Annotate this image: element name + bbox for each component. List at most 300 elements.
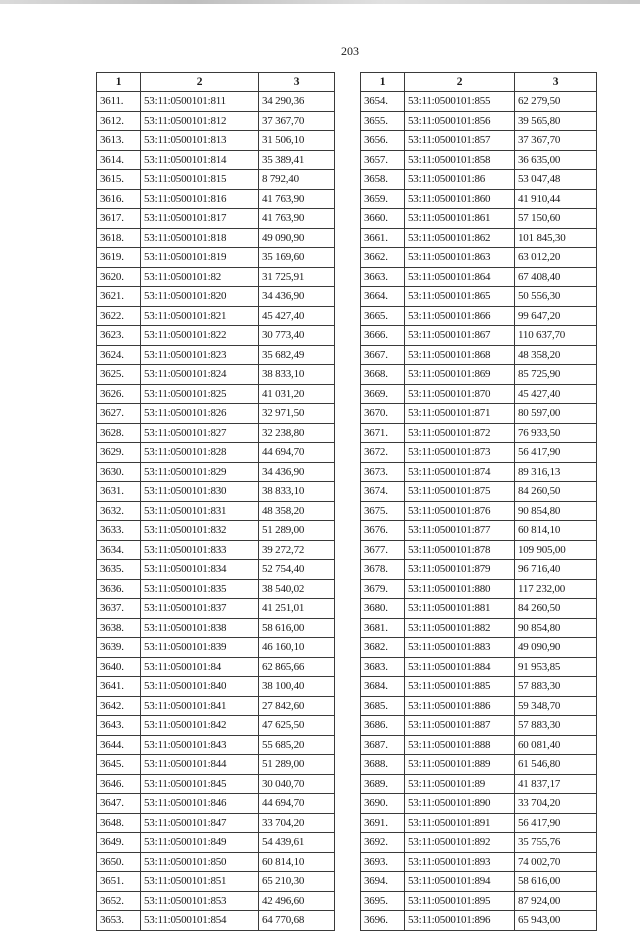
table-row <box>97 852 335 872</box>
value-amount: 33 704,20 <box>515 794 597 814</box>
row-number: 3627. <box>97 404 141 424</box>
row-number: 3693. <box>361 852 405 872</box>
row-number: 3666. <box>361 326 405 346</box>
table-row <box>361 482 597 502</box>
value-amount: 57 883,30 <box>515 677 597 697</box>
table-row <box>361 774 597 794</box>
row-number: 3657. <box>361 150 405 170</box>
table-row <box>97 560 335 580</box>
row-number: 3658. <box>361 170 405 190</box>
table-row <box>361 384 597 404</box>
table-row <box>97 716 335 736</box>
table-row <box>97 92 335 112</box>
row-number: 3678. <box>361 560 405 580</box>
cadastral-number: 53:11:0500101:812 <box>141 111 259 131</box>
row-number: 3646. <box>97 774 141 794</box>
row-number: 3622. <box>97 306 141 326</box>
cadastral-number: 53:11:0500101:828 <box>141 443 259 463</box>
value-amount: 45 427,40 <box>259 306 335 326</box>
table-row <box>97 248 335 268</box>
cadastral-number: 53:11:0500101:820 <box>141 287 259 307</box>
cadastral-number: 53:11:0500101:843 <box>141 735 259 755</box>
cadastral-number: 53:11:0500101:847 <box>141 813 259 833</box>
value-amount: 45 427,40 <box>515 384 597 404</box>
row-number: 3684. <box>361 677 405 697</box>
row-number: 3650. <box>97 852 141 872</box>
cadastral-number: 53:11:0500101:860 <box>405 189 515 209</box>
table-row <box>361 891 597 911</box>
value-amount: 27 842,60 <box>259 696 335 716</box>
value-amount: 74 002,70 <box>515 852 597 872</box>
row-number: 3671. <box>361 423 405 443</box>
row-number: 3691. <box>361 813 405 833</box>
row-number: 3637. <box>97 599 141 619</box>
cadastral-number: 53:11:0500101:891 <box>405 813 515 833</box>
row-number: 3679. <box>361 579 405 599</box>
value-amount: 51 289,00 <box>259 755 335 775</box>
row-number: 3696. <box>361 911 405 931</box>
value-amount: 35 389,41 <box>259 150 335 170</box>
cadastral-number: 53:11:0500101:823 <box>141 345 259 365</box>
value-amount: 35 169,60 <box>259 248 335 268</box>
value-amount: 90 854,80 <box>515 501 597 521</box>
value-amount: 30 773,40 <box>259 326 335 346</box>
row-number: 3634. <box>97 540 141 560</box>
table-row <box>361 443 597 463</box>
cadastral-number: 53:11:0500101:829 <box>141 462 259 482</box>
value-amount: 46 160,10 <box>259 638 335 658</box>
table-row <box>361 326 597 346</box>
value-amount: 56 417,90 <box>515 813 597 833</box>
row-number: 3618. <box>97 228 141 248</box>
table-row <box>97 228 335 248</box>
value-amount: 30 040,70 <box>259 774 335 794</box>
table-row <box>361 716 597 736</box>
cadastral-number: 53:11:0500101:892 <box>405 833 515 853</box>
table-row <box>97 287 335 307</box>
cadastral-number: 53:11:0500101:862 <box>405 228 515 248</box>
cadastral-number: 53:11:0500101:858 <box>405 150 515 170</box>
cadastral-number: 53:11:0500101:896 <box>405 911 515 931</box>
row-number: 3624. <box>97 345 141 365</box>
table-row <box>361 423 597 443</box>
row-number: 3632. <box>97 501 141 521</box>
table-row <box>361 92 597 112</box>
value-amount: 62 279,50 <box>515 92 597 112</box>
cadastral-number: 53:11:0500101:875 <box>405 482 515 502</box>
cadastral-number: 53:11:0500101:833 <box>141 540 259 560</box>
value-amount: 50 556,30 <box>515 287 597 307</box>
value-amount: 91 953,85 <box>515 657 597 677</box>
value-amount: 57 150,60 <box>515 209 597 229</box>
value-amount: 65 210,30 <box>259 872 335 892</box>
table-row <box>361 852 597 872</box>
cadastral-number: 53:11:0500101:887 <box>405 716 515 736</box>
cadastral-number: 53:11:0500101:811 <box>141 92 259 112</box>
cadastral-number: 53:11:0500101:857 <box>405 131 515 151</box>
row-number: 3639. <box>97 638 141 658</box>
value-amount: 96 716,40 <box>515 560 597 580</box>
row-number: 3612. <box>97 111 141 131</box>
row-number: 3615. <box>97 170 141 190</box>
value-amount: 60 814,10 <box>259 852 335 872</box>
value-amount: 99 647,20 <box>515 306 597 326</box>
row-number: 3662. <box>361 248 405 268</box>
cadastral-number: 53:11:0500101:816 <box>141 189 259 209</box>
cadastral-number: 53:11:0500101:889 <box>405 755 515 775</box>
table-row <box>97 618 335 638</box>
value-amount: 38 540,02 <box>259 579 335 599</box>
cadastral-number: 53:11:0500101:869 <box>405 365 515 385</box>
table-row <box>97 696 335 716</box>
table-row <box>361 833 597 853</box>
value-amount: 49 090,90 <box>259 228 335 248</box>
cadastral-number: 53:11:0500101:856 <box>405 111 515 131</box>
row-number: 3664. <box>361 287 405 307</box>
value-amount: 60 814,10 <box>515 521 597 541</box>
value-amount: 35 682,49 <box>259 345 335 365</box>
table-row <box>97 774 335 794</box>
cadastral-number: 53:11:0500101:826 <box>141 404 259 424</box>
cadastral-number: 53:11:0500101:832 <box>141 521 259 541</box>
row-number: 3619. <box>97 248 141 268</box>
value-amount: 63 012,20 <box>515 248 597 268</box>
row-number: 3649. <box>97 833 141 853</box>
row-number: 3669. <box>361 384 405 404</box>
value-amount: 48 358,20 <box>515 345 597 365</box>
value-amount: 41 251,01 <box>259 599 335 619</box>
cadastral-number: 53:11:0500101:819 <box>141 248 259 268</box>
cadastral-number: 53:11:0500101:872 <box>405 423 515 443</box>
cadastral-number: 53:11:0500101:864 <box>405 267 515 287</box>
row-number: 3616. <box>97 189 141 209</box>
cadastral-number: 53:11:0500101:817 <box>141 209 259 229</box>
row-number: 3644. <box>97 735 141 755</box>
header-col-3: 3 <box>515 73 597 92</box>
value-amount: 54 439,61 <box>259 833 335 853</box>
table-row <box>361 696 597 716</box>
cadastral-number: 53:11:0500101:877 <box>405 521 515 541</box>
value-amount: 34 436,90 <box>259 462 335 482</box>
value-amount: 37 367,70 <box>259 111 335 131</box>
value-amount: 38 100,40 <box>259 677 335 697</box>
cadastral-number: 53:11:0500101:854 <box>141 911 259 931</box>
table-row <box>97 755 335 775</box>
table-row <box>97 423 335 443</box>
table-row <box>361 404 597 424</box>
table-row <box>97 404 335 424</box>
cadastral-number: 53:11:0500101:876 <box>405 501 515 521</box>
table-row <box>361 560 597 580</box>
value-amount: 32 971,50 <box>259 404 335 424</box>
cadastral-number: 53:11:0500101:868 <box>405 345 515 365</box>
row-number: 3652. <box>97 891 141 911</box>
value-amount: 44 694,70 <box>259 443 335 463</box>
table-row <box>97 638 335 658</box>
table-row <box>97 365 335 385</box>
table-row <box>97 209 335 229</box>
row-number: 3670. <box>361 404 405 424</box>
row-number: 3621. <box>97 287 141 307</box>
row-number: 3665. <box>361 306 405 326</box>
row-number: 3683. <box>361 657 405 677</box>
table-row <box>97 150 335 170</box>
table-row <box>97 794 335 814</box>
value-amount: 39 272,72 <box>259 540 335 560</box>
cadastral-number: 53:11:0500101:882 <box>405 618 515 638</box>
value-amount: 76 933,50 <box>515 423 597 443</box>
cadastral-number: 53:11:0500101:821 <box>141 306 259 326</box>
cadastral-number: 53:11:0500101:867 <box>405 326 515 346</box>
row-number: 3625. <box>97 365 141 385</box>
value-amount: 41 031,20 <box>259 384 335 404</box>
table-row <box>97 170 335 190</box>
row-number: 3687. <box>361 735 405 755</box>
table-row <box>361 228 597 248</box>
cadastral-number: 53:11:0500101:89 <box>405 774 515 794</box>
table-row <box>97 599 335 619</box>
row-number: 3648. <box>97 813 141 833</box>
table-row <box>97 911 335 931</box>
value-amount: 38 833,10 <box>259 482 335 502</box>
value-amount: 31 725,91 <box>259 267 335 287</box>
value-amount: 89 316,13 <box>515 462 597 482</box>
row-number: 3617. <box>97 209 141 229</box>
value-amount: 110 637,70 <box>515 326 597 346</box>
cadastral-number: 53:11:0500101:818 <box>141 228 259 248</box>
cadastral-number: 53:11:0500101:813 <box>141 131 259 151</box>
row-number: 3654. <box>361 92 405 112</box>
row-number: 3611. <box>97 92 141 112</box>
value-amount: 55 685,20 <box>259 735 335 755</box>
cadastral-number: 53:11:0500101:865 <box>405 287 515 307</box>
table-row <box>361 209 597 229</box>
value-amount: 42 496,60 <box>259 891 335 911</box>
header-row <box>97 73 335 92</box>
table-right <box>360 72 597 931</box>
value-amount: 62 865,66 <box>259 657 335 677</box>
table-row <box>361 911 597 931</box>
table-row <box>361 677 597 697</box>
cadastral-number: 53:11:0500101:82 <box>141 267 259 287</box>
table-row <box>361 170 597 190</box>
table-row <box>97 326 335 346</box>
row-number: 3623. <box>97 326 141 346</box>
table-row <box>97 677 335 697</box>
table-row <box>361 131 597 151</box>
cadastral-number: 53:11:0500101:840 <box>141 677 259 697</box>
cadastral-number: 53:11:0500101:851 <box>141 872 259 892</box>
row-number: 3640. <box>97 657 141 677</box>
table-row <box>97 540 335 560</box>
cadastral-number: 53:11:0500101:838 <box>141 618 259 638</box>
table-row <box>361 111 597 131</box>
cadastral-number: 53:11:0500101:885 <box>405 677 515 697</box>
table-row <box>361 872 597 892</box>
row-number: 3680. <box>361 599 405 619</box>
cadastral-number: 53:11:0500101:815 <box>141 170 259 190</box>
value-amount: 56 417,90 <box>515 443 597 463</box>
value-amount: 34 436,90 <box>259 287 335 307</box>
row-number: 3692. <box>361 833 405 853</box>
cadastral-number: 53:11:0500101:890 <box>405 794 515 814</box>
value-amount: 48 358,20 <box>259 501 335 521</box>
table-row <box>361 306 597 326</box>
cadastral-number: 53:11:0500101:841 <box>141 696 259 716</box>
value-amount: 41 837,17 <box>515 774 597 794</box>
value-amount: 90 854,80 <box>515 618 597 638</box>
table-row <box>361 813 597 833</box>
row-number: 3673. <box>361 462 405 482</box>
cadastral-number: 53:11:0500101:861 <box>405 209 515 229</box>
row-number: 3643. <box>97 716 141 736</box>
cadastral-number: 53:11:0500101:824 <box>141 365 259 385</box>
table-row <box>361 735 597 755</box>
cadastral-number: 53:11:0500101:849 <box>141 833 259 853</box>
cadastral-number: 53:11:0500101:814 <box>141 150 259 170</box>
table-row <box>97 482 335 502</box>
table-row <box>361 599 597 619</box>
row-number: 3629. <box>97 443 141 463</box>
row-number: 3681. <box>361 618 405 638</box>
value-amount: 64 770,68 <box>259 911 335 931</box>
value-amount: 53 047,48 <box>515 170 597 190</box>
cadastral-number: 53:11:0500101:834 <box>141 560 259 580</box>
row-number: 3686. <box>361 716 405 736</box>
value-amount: 59 348,70 <box>515 696 597 716</box>
value-amount: 51 289,00 <box>259 521 335 541</box>
value-amount: 33 704,20 <box>259 813 335 833</box>
cadastral-number: 53:11:0500101:844 <box>141 755 259 775</box>
row-number: 3626. <box>97 384 141 404</box>
row-number: 3636. <box>97 579 141 599</box>
header-col-1: 1 <box>361 73 405 92</box>
cadastral-number: 53:11:0500101:888 <box>405 735 515 755</box>
row-number: 3620. <box>97 267 141 287</box>
table-row <box>361 521 597 541</box>
value-amount: 49 090,90 <box>515 638 597 658</box>
row-number: 3695. <box>361 891 405 911</box>
value-amount: 61 546,80 <box>515 755 597 775</box>
cadastral-number: 53:11:0500101:837 <box>141 599 259 619</box>
page-number: 203 <box>341 44 359 58</box>
value-amount: 84 260,50 <box>515 599 597 619</box>
row-number: 3635. <box>97 560 141 580</box>
table-row <box>361 540 597 560</box>
row-number: 3638. <box>97 618 141 638</box>
cadastral-number: 53:11:0500101:881 <box>405 599 515 619</box>
header-row <box>361 73 597 92</box>
cadastral-number: 53:11:0500101:871 <box>405 404 515 424</box>
value-amount: 117 232,00 <box>515 579 597 599</box>
value-amount: 39 565,80 <box>515 111 597 131</box>
table-row <box>97 891 335 911</box>
value-amount: 38 833,10 <box>259 365 335 385</box>
table-row <box>361 794 597 814</box>
cadastral-number: 53:11:0500101:850 <box>141 852 259 872</box>
value-amount: 44 694,70 <box>259 794 335 814</box>
cadastral-number: 53:11:0500101:839 <box>141 638 259 658</box>
row-number: 3655. <box>361 111 405 131</box>
value-amount: 37 367,70 <box>515 131 597 151</box>
row-number: 3675. <box>361 501 405 521</box>
table-row <box>97 657 335 677</box>
scan-edge <box>0 0 640 4</box>
cadastral-number: 53:11:0500101:883 <box>405 638 515 658</box>
value-amount: 67 408,40 <box>515 267 597 287</box>
table-row <box>361 248 597 268</box>
cadastral-number: 53:11:0500101:825 <box>141 384 259 404</box>
value-amount: 57 883,30 <box>515 716 597 736</box>
row-number: 3630. <box>97 462 141 482</box>
value-amount: 41 763,90 <box>259 189 335 209</box>
table-row <box>97 267 335 287</box>
header-col-1: 1 <box>97 73 141 92</box>
table-row <box>97 501 335 521</box>
row-number: 3667. <box>361 345 405 365</box>
cadastral-number: 53:11:0500101:886 <box>405 696 515 716</box>
cadastral-number: 53:11:0500101:84 <box>141 657 259 677</box>
row-number: 3642. <box>97 696 141 716</box>
table-row <box>361 267 597 287</box>
cadastral-number: 53:11:0500101:853 <box>141 891 259 911</box>
value-amount: 87 924,00 <box>515 891 597 911</box>
table-row <box>97 111 335 131</box>
cadastral-number: 53:11:0500101:827 <box>141 423 259 443</box>
row-number: 3682. <box>361 638 405 658</box>
table-row <box>361 501 597 521</box>
value-amount: 85 725,90 <box>515 365 597 385</box>
cadastral-number: 53:11:0500101:893 <box>405 852 515 872</box>
row-number: 3660. <box>361 209 405 229</box>
table-row <box>361 638 597 658</box>
value-amount: 65 943,00 <box>515 911 597 931</box>
cadastral-number: 53:11:0500101:894 <box>405 872 515 892</box>
cadastral-number: 53:11:0500101:884 <box>405 657 515 677</box>
cadastral-number: 53:11:0500101:830 <box>141 482 259 502</box>
value-amount: 101 845,30 <box>515 228 597 248</box>
row-number: 3653. <box>97 911 141 931</box>
row-number: 3661. <box>361 228 405 248</box>
table-row <box>97 131 335 151</box>
value-amount: 109 905,00 <box>515 540 597 560</box>
cadastral-number: 53:11:0500101:895 <box>405 891 515 911</box>
value-amount: 41 763,90 <box>259 209 335 229</box>
table-row <box>97 462 335 482</box>
table-row <box>361 462 597 482</box>
cadastral-number: 53:11:0500101:870 <box>405 384 515 404</box>
table-row <box>97 443 335 463</box>
table-row <box>361 618 597 638</box>
table-row <box>361 345 597 365</box>
table-left <box>96 72 335 931</box>
table-row <box>97 833 335 853</box>
value-amount: 47 625,50 <box>259 716 335 736</box>
cadastral-number: 53:11:0500101:835 <box>141 579 259 599</box>
header-col-3: 3 <box>259 73 335 92</box>
row-number: 3641. <box>97 677 141 697</box>
row-number: 3663. <box>361 267 405 287</box>
row-number: 3685. <box>361 696 405 716</box>
row-number: 3688. <box>361 755 405 775</box>
table-row <box>361 365 597 385</box>
cadastral-number: 53:11:0500101:86 <box>405 170 515 190</box>
row-number: 3674. <box>361 482 405 502</box>
cadastral-number: 53:11:0500101:880 <box>405 579 515 599</box>
header-col-2: 2 <box>141 73 259 92</box>
table-row <box>361 579 597 599</box>
value-amount: 52 754,40 <box>259 560 335 580</box>
